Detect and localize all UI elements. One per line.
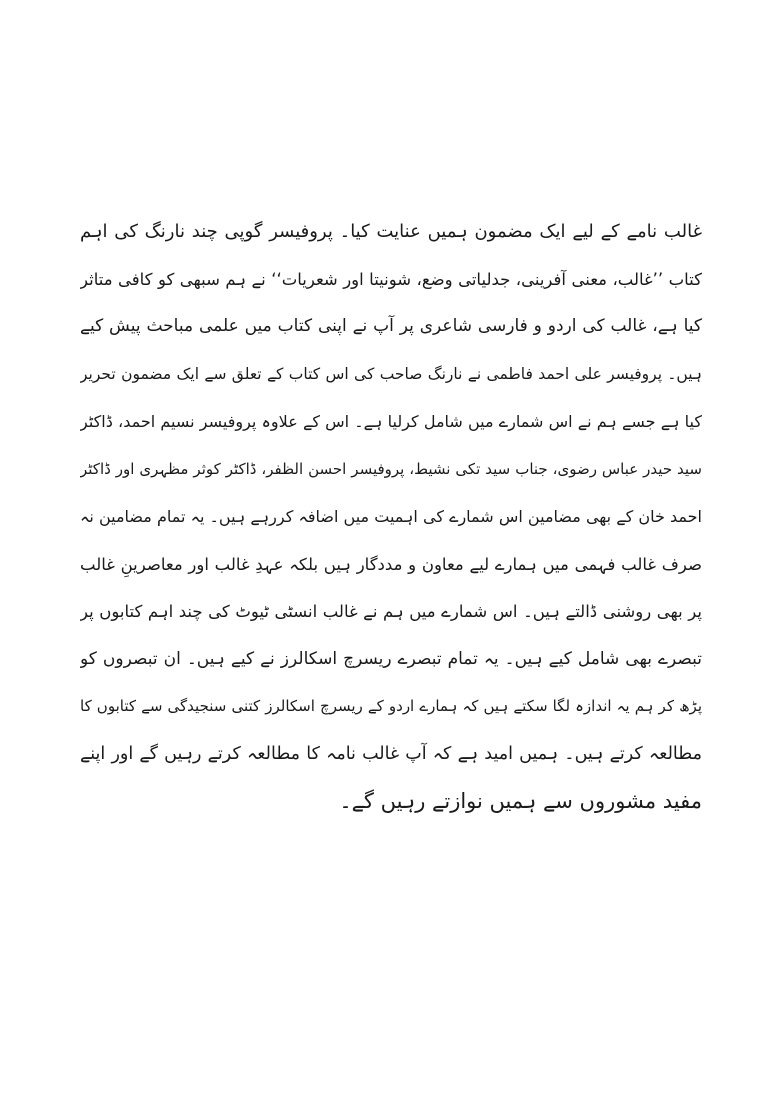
text-line: غالب نامے کے لیے ایک مضمون ہمیں عنایت کیا۔ پروفیسر گوپی چند نارنگ کی اہم: [80, 221, 702, 242]
text-line: مطالعہ کرتے ہیں۔ ہمیں امید ہے کہ آپ غالب نامہ کا مطالعہ کرتے رہیں گے اور اپنے: [80, 743, 702, 764]
text-line: احمد خان کے بھی مضامین اس شمارے کی اہمیت میں اضافہ کررہے ہیں۔ یہ تمام مضامین نہ: [80, 507, 702, 526]
text-line: پڑھ کر ہم یہ اندازہ لگا سکتے ہیں کہ ہمارے اردو کے ریسرچ اسکالرز کتنی سنجیدگی سے کتابوں کا: [80, 697, 702, 715]
body-paragraph: [80, 208, 702, 826]
text-line: کتاب ’’غالب، معنی آفرینی، جدلیاتی وضع، شونیتا اور شعریات‘‘ نے ہم سبھی کو کافی متاثر: [80, 269, 702, 289]
text-line: کیا ہے جسے ہم نے اس شمارے میں شامل کرلیا ہے۔ اس کے علاوہ پروفیسر نسیم احمد، ڈاکٹر: [80, 412, 702, 431]
text-line: تبصرے بھی شامل کیے ہیں۔ یہ تمام تبصرے ریسرچ اسکالرز نے کیے ہیں۔ ان تبصروں کو: [80, 648, 702, 669]
text-line: کیا ہے، غالب کی اردو و فارسی شاعری پر آپ نے اپنی کتاب میں علمی مباحث پیش کیے: [80, 316, 702, 336]
text-line: پر بھی روشنی ڈالتے ہیں۔ اس شمارے میں ہم نے غالب انسٹی ٹیوٹ کی چند اہم کتابوں پر: [80, 602, 702, 621]
text-line: ہیں۔ پروفیسر علی احمد فاطمی نے نارنگ صاحب کی اس کتاب کے تعلق سے ایک مضمون تحریر: [80, 364, 702, 383]
text-line: صرف غالب فہمی میں ہمارے لیے معاون و مددگار ہیں بلکہ عہدِ غالب اور معاصرینِ غالب: [80, 554, 702, 574]
text-line: سید حیدر عباس رضوی، جناب سید تکی نشیط، پروفیسر احسن الظفر، ڈاکٹر کوثر مظہری اور ڈاکٹر: [80, 459, 702, 478]
text-line-last: مفید مشوروں سے ہمیں نوازتے رہیں گے۔: [339, 789, 702, 813]
